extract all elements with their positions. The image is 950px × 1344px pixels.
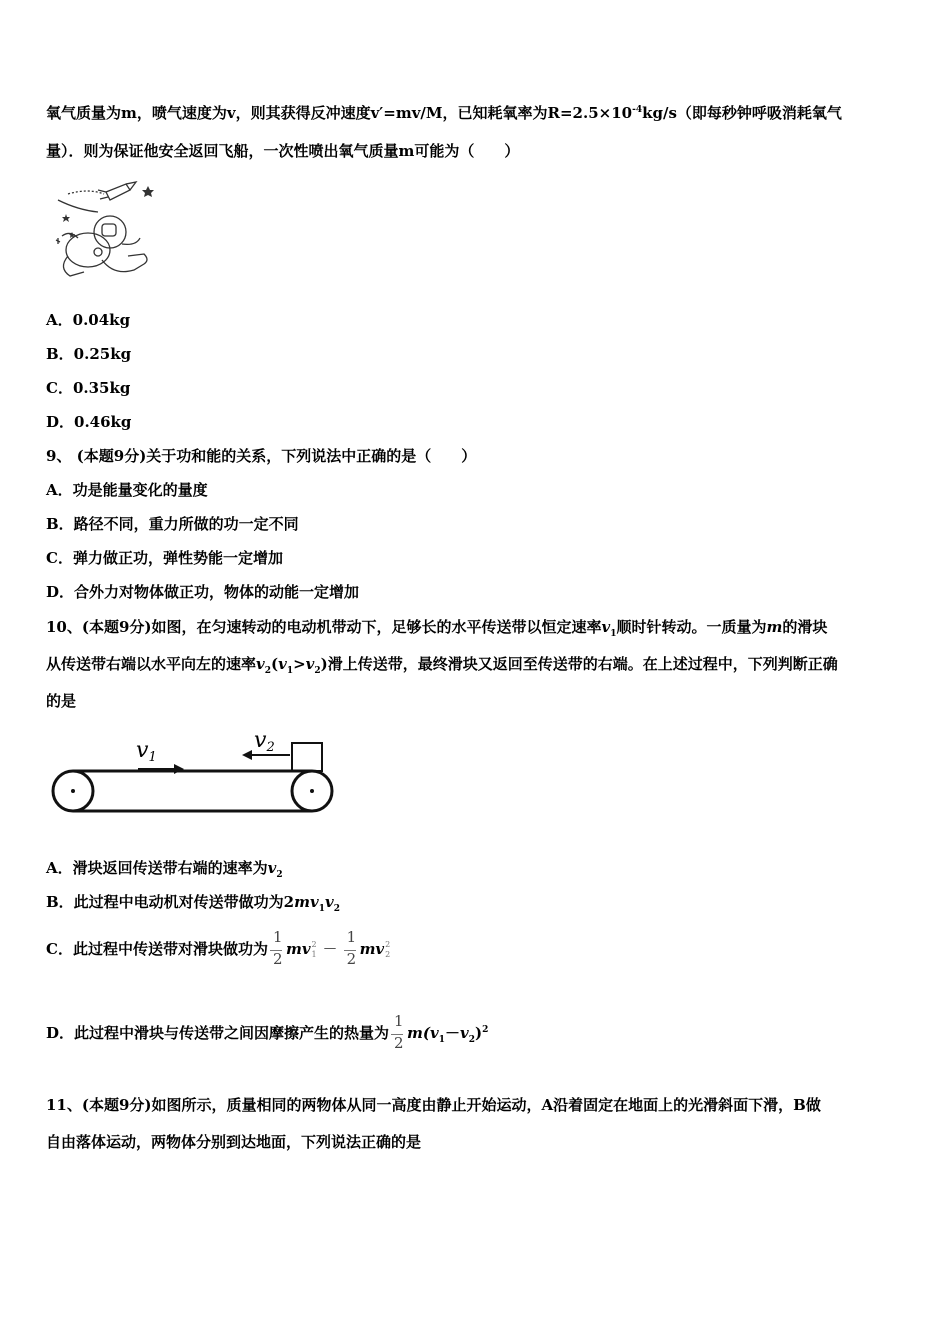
q11-stem-line2: 自由落体运动，两物体分别到达地面，下列说法正确的是 [46,1133,422,1151]
v2-label: v2 [254,728,275,755]
fraction-half: $\frac{1}{2}$ [270,928,284,972]
q9-stem: 9、 (本题9分)关于功和能的关系，下列说法中正确的是（ ） [46,447,477,465]
q9-option-c[interactable]: C．弹力做正功，弹性势能一定增加 [46,549,283,567]
q9-option-a[interactable]: A．功是能量变化的量度 [46,481,208,499]
q10-stem-line2: 从传送带右端以水平向左的速率$v_2(v_1>v_2)$滑上传送带，最终滑块又返回至传送带的右端。在上述过程中，下列判断正确 [46,655,838,676]
q8-option-d[interactable]: D．0.46kg [46,413,132,431]
q8-option-a[interactable]: A．0.04kg [46,311,131,329]
q8-text-line2: 量）．则为保证他安全返回飞船，一次性喷出氧气质量m可能为（ ） [46,142,520,160]
q10-stem-line3: 的是 [46,692,77,710]
q10-option-d[interactable]: D．此过程中滑块与传送带之间因摩擦产生的热量为 $\frac{1}{2}$ $m(v_1-v_2)^2$ [46,1012,488,1056]
conveyor-belt-diagram [48,725,338,825]
v1-label: v1 [136,738,157,765]
q9-option-d[interactable]: D．合外力对物体做正功，物体的动能一定增加 [46,583,360,601]
q9-option-b[interactable]: B．路径不同，重力所做的功一定不同 [46,515,299,533]
q10-stem-line1: 10、(本题9分)如图，在匀速转动的电动机带动下，足够长的水平传送带以恒定速率$v_1$顺时针转动。一质量为m的滑块 [46,618,828,639]
q8-text-line1: 氧气质量为m，喷气速度为v，则其获得反冲速度v′=mv/M，已知耗氧率为$R=2.5\times 10^{-4}kg/s$（即每秒钟呼吸消耗氧气 [46,104,842,122]
fraction-half: $\frac{1}{2}$ [391,1012,405,1056]
astronaut-illustration [48,180,158,285]
q8-option-b[interactable]: B．0.25kg [46,345,132,363]
q8-option-c[interactable]: C．0.35kg [46,379,131,397]
q10-option-b[interactable]: B．此过程中电动机对传送带做功为$2mv_1v_2$ [46,893,340,914]
slider-block [292,743,322,771]
q10-option-a[interactable]: A．滑块返回传送带右端的速率为$v_2$ [46,859,283,880]
q10-option-c[interactable]: C．此过程中传送带对滑块做功为 $\frac{1}{2}$ mv 2 1 － $\frac{1}{2}$ mv 2 2 [46,928,392,972]
q11-stem-line1: 11、(本题9分)如图所示，质量相同的两物体从同一高度由静止开始运动，A沿着固定在地面上的光滑斜面下滑，B做 [46,1096,821,1114]
fraction-half: $\frac{1}{2}$ [344,928,358,972]
